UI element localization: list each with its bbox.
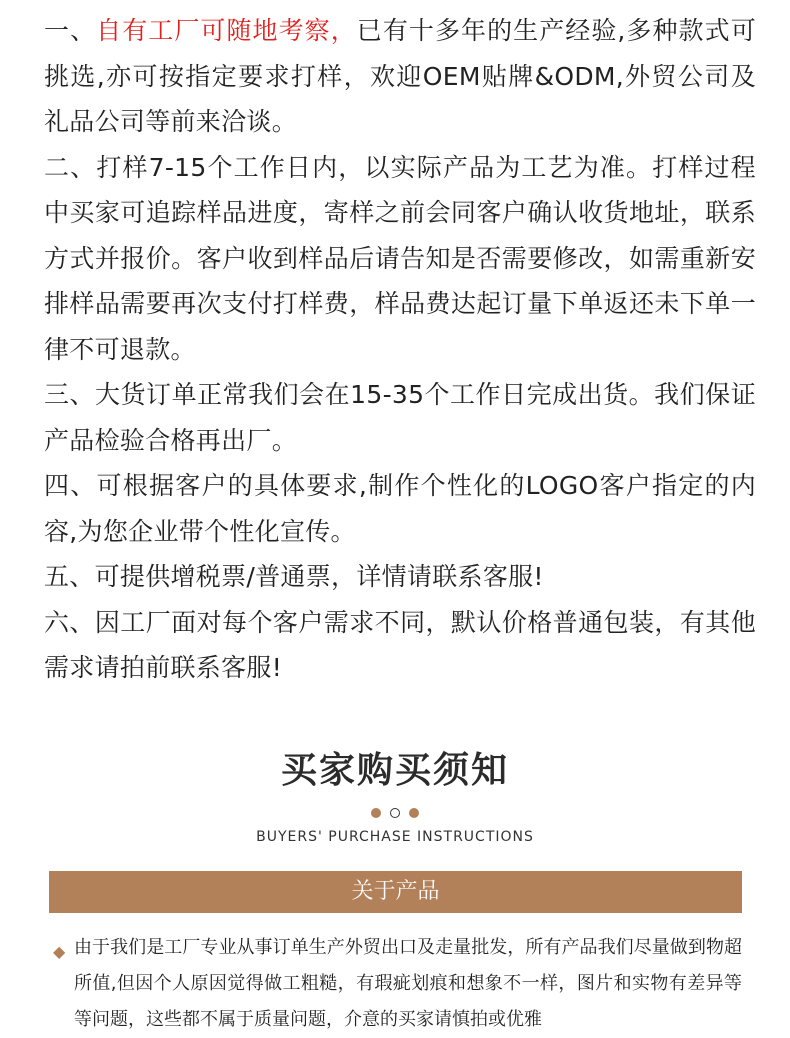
term-item-4: 四、可根据客户的具体要求,制作个性化的LOGO客户指定的内容,为您企业带个性化宣传。	[44, 471, 756, 546]
section-title: 买家购买须知	[280, 750, 509, 791]
term-item-2: 二、打样7-15个工作日内，以实际产品为工艺为准。打样过程中买家可追踪样品进度，寄样之前会同客户确认收货地址，联系方式并报价。客户收到样品后请告知是否需要修改，如需重新安排样品需要再次支付打样费，样品费达起订量下单返还未下单一律不可退款。	[44, 152, 756, 364]
term-item-6: 六、因工厂面对每个客户需求不同，默认价格普通包装，有其他需求请拍前联系客服!	[44, 607, 756, 682]
terms-list	[44, 8, 756, 691]
dot-icon	[409, 808, 419, 818]
diamond-icon: ◆	[53, 942, 66, 961]
decorative-dots	[371, 808, 421, 820]
product-note	[52, 930, 742, 1038]
term-item-1	[44, 8, 756, 145]
dot-icon	[390, 808, 400, 818]
term-highlight: 自有工厂可随地考察，	[96, 16, 357, 45]
term-text: 已有十多年的生产经验,多种款式可挑选,亦可按指定要求打样，欢迎OEM贴牌&ODM,外贸公司及礼品公司等前来洽谈。	[44, 16, 756, 136]
dot-icon	[371, 808, 381, 818]
term-item-5: 五、可提供增税票/普通票，详情请联系客服!	[44, 562, 544, 591]
section-banner: 关于产品	[49, 871, 742, 913]
term-prefix: 一、	[44, 16, 97, 45]
term-item-3: 三、大货订单正常我们会在15-35个工作日完成出货。我们保证产品检验合格再出厂。	[44, 380, 756, 455]
note-text: 由于我们是工厂专业从事订单生产外贸出口及走量批发，所有产品我们尽量做到物超所值,但因个人原因觉得做工粗糙，有瑕疵划痕和想象不一样，图片和实物有差异等等问题，这些都不属于质量问题，介意的买家请慎拍或优雅	[74, 937, 742, 1030]
section-subtitle: BUYERS' PURCHASE INSTRUCTIONS	[256, 829, 534, 845]
